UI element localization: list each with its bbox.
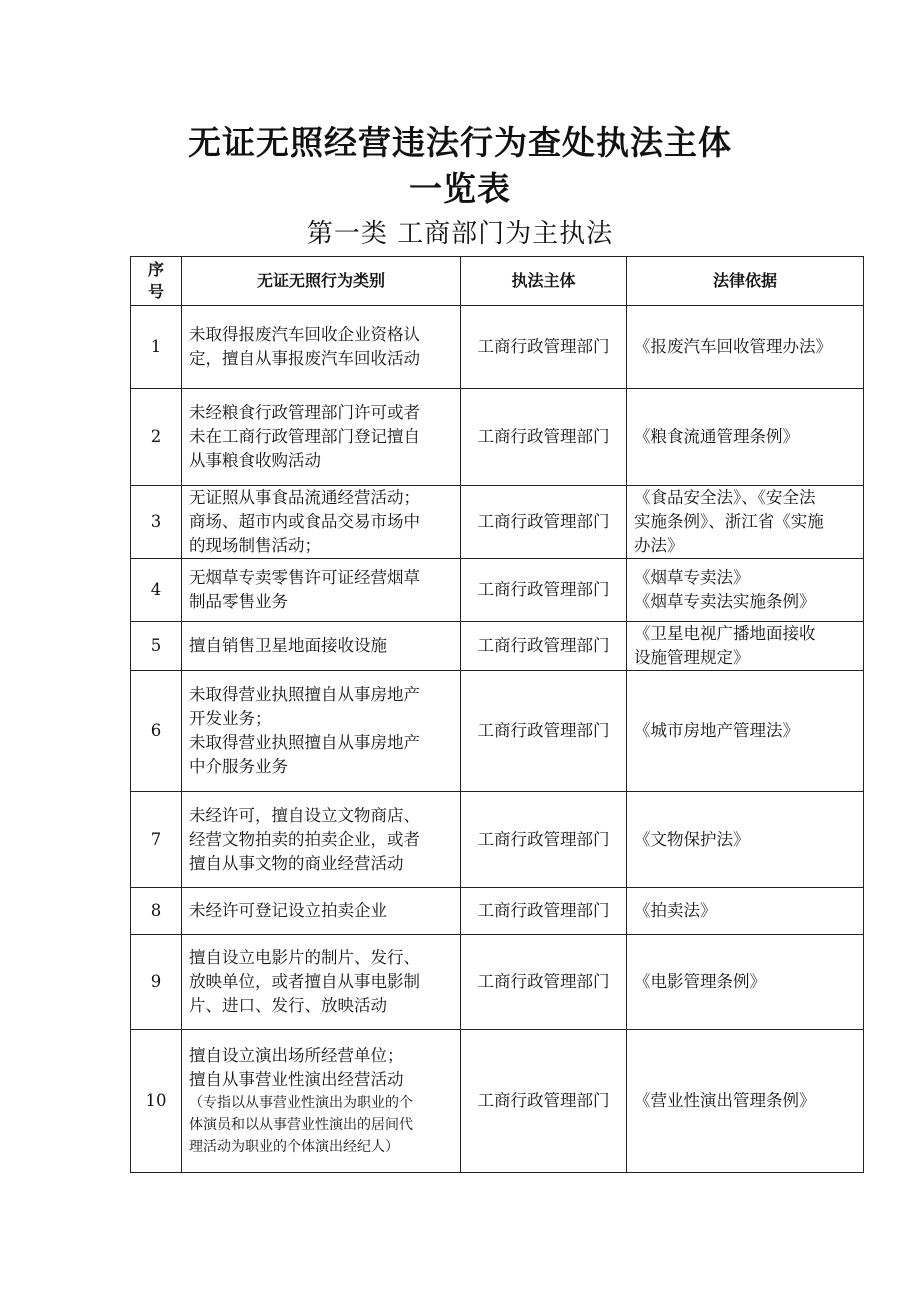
row-legal-basis xyxy=(627,792,864,888)
row-number: 8 xyxy=(131,888,182,935)
table-row xyxy=(131,486,864,559)
category-line: 未在工商行政管理部门登记擅自 xyxy=(189,427,420,446)
row-enforcement-body: 工商行政管理部门 xyxy=(461,486,627,559)
row-category xyxy=(182,486,461,559)
category-line: 未取得营业执照擅自从事房地产 xyxy=(189,733,420,752)
law-line: 《报废汽车回收管理办法》 xyxy=(634,337,832,356)
table-row xyxy=(131,888,864,935)
law-line: 《文物保护法》 xyxy=(634,829,750,849)
law-line: 《烟草专卖法实施条例》 xyxy=(634,592,816,611)
row-enforcement-body: 工商行政管理部门 xyxy=(461,1030,627,1173)
law-line: 《卫星电视广播地面接收 xyxy=(634,624,816,643)
header-seq: 序 号 xyxy=(131,257,182,306)
row-category xyxy=(182,559,461,622)
category-line: 未取得报废汽车回收企业资格认 xyxy=(189,325,420,344)
category-line: 未经许可登记设立拍卖企业 xyxy=(189,901,387,920)
law-line: 实施条例》、浙江省《实施 xyxy=(634,512,824,531)
header-category: 无证无照行为类别 xyxy=(182,257,461,306)
category-line: 擅自从事营业性演出经营活动 xyxy=(189,1070,404,1089)
row-number: 7 xyxy=(131,792,182,888)
row-category xyxy=(182,671,461,792)
category-line: 未经粮食行政管理部门许可或者 xyxy=(189,403,420,422)
row-category xyxy=(182,792,461,888)
law-line: 《城市房地产管理法》 xyxy=(634,721,799,740)
category-line: 擅自设立演出场所经营单位； xyxy=(189,1046,404,1065)
category-line: 无证照从事食品流通经营活动； xyxy=(189,488,420,507)
row-category xyxy=(182,389,461,486)
row-legal-basis xyxy=(627,888,864,935)
table-row xyxy=(131,671,864,792)
row-legal-basis xyxy=(627,306,864,389)
row-legal-basis xyxy=(627,389,864,486)
law-line: 《电影管理条例》 xyxy=(634,972,766,991)
law-line: 《拍卖法》 xyxy=(634,901,717,920)
category-line: 定，擅自从事报废汽车回收活动 xyxy=(189,349,420,368)
row-number: 3 xyxy=(131,486,182,559)
category-line: 未经许可，擅自设立文物商店、 xyxy=(189,805,420,825)
row-enforcement-body: 工商行政管理部门 xyxy=(461,888,627,935)
row-number: 1 xyxy=(131,306,182,389)
row-number: 9 xyxy=(131,935,182,1030)
row-category xyxy=(182,935,461,1030)
category-line: 从事粮食收购活动 xyxy=(189,451,321,470)
section-subtitle: 第一类 工商部门为主执法 xyxy=(306,219,614,249)
category-line: 擅自从事文物的商业经营活动 xyxy=(189,853,404,873)
category-note-line: 理活动为职业的个体演出经纪人） xyxy=(189,1139,399,1155)
row-enforcement-body: 工商行政管理部门 xyxy=(461,935,627,1030)
table-row xyxy=(131,622,864,671)
category-line: 制品零售业务 xyxy=(189,592,288,611)
page-title: 无证无照经营违法行为查处执法主体 xyxy=(188,123,732,162)
row-number: 10 xyxy=(131,1030,182,1173)
table-row xyxy=(131,1030,864,1173)
header-law: 法律依据 xyxy=(627,257,864,306)
law-line: 《粮食流通管理条例》 xyxy=(634,427,799,446)
row-legal-basis xyxy=(627,935,864,1030)
row-category xyxy=(182,1030,461,1173)
table-row xyxy=(131,792,864,888)
row-legal-basis xyxy=(627,559,864,622)
row-category xyxy=(182,306,461,389)
table-row xyxy=(131,389,864,486)
category-line: 片、进口、发行、放映活动 xyxy=(189,996,387,1015)
category-line: 无烟草专卖零售许可证经营烟草 xyxy=(189,568,420,587)
row-number: 5 xyxy=(131,622,182,671)
table-header-row xyxy=(131,257,864,306)
category-note-line: （专指以从事营业性演出为职业的个 xyxy=(189,1095,413,1111)
row-enforcement-body: 工商行政管理部门 xyxy=(461,622,627,671)
law-line: 《营业性演出管理条例》 xyxy=(634,1091,816,1110)
row-legal-basis xyxy=(627,622,864,671)
enforcement-table xyxy=(130,256,864,1173)
category-line: 开发业务； xyxy=(189,709,272,728)
category-line: 的现场制售活动； xyxy=(189,536,321,555)
row-enforcement-body: 工商行政管理部门 xyxy=(461,792,627,888)
row-legal-basis xyxy=(627,486,864,559)
law-line: 《烟草专卖法》 xyxy=(634,568,750,587)
category-line: 中介服务业务 xyxy=(189,757,288,776)
category-line: 经营文物拍卖的拍卖企业，或者 xyxy=(189,829,420,849)
category-line: 擅自设立电影片的制片、发行、 xyxy=(189,948,420,967)
row-enforcement-body: 工商行政管理部门 xyxy=(461,306,627,389)
law-line: 《食品安全法》、《安全法 xyxy=(634,488,816,507)
row-legal-basis xyxy=(627,671,864,792)
category-line: 未取得营业执照擅自从事房地产 xyxy=(189,685,420,704)
law-line: 办法》 xyxy=(634,536,684,555)
row-legal-basis xyxy=(627,1030,864,1173)
row-number: 2 xyxy=(131,389,182,486)
row-number: 4 xyxy=(131,559,182,622)
category-note-line: 体演员和以从事营业性演出的居间代 xyxy=(189,1117,413,1133)
category-line: 放映单位，或者擅自从事电影制 xyxy=(189,972,420,991)
header-body: 执法主体 xyxy=(461,257,627,306)
row-enforcement-body: 工商行政管理部门 xyxy=(461,559,627,622)
table-row xyxy=(131,935,864,1030)
category-line: 商场、超市内或食品交易市场中 xyxy=(189,512,420,531)
row-enforcement-body: 工商行政管理部门 xyxy=(461,389,627,486)
category-line: 擅自销售卫星地面接收设施 xyxy=(189,636,387,655)
table-row xyxy=(131,559,864,622)
law-line: 设施管理规定》 xyxy=(634,648,750,667)
row-category xyxy=(182,622,461,671)
table-row xyxy=(131,306,864,389)
row-number: 6 xyxy=(131,671,182,792)
row-enforcement-body: 工商行政管理部门 xyxy=(461,671,627,792)
row-category xyxy=(182,888,461,935)
page-title-line-2: 一览表 xyxy=(409,169,511,208)
